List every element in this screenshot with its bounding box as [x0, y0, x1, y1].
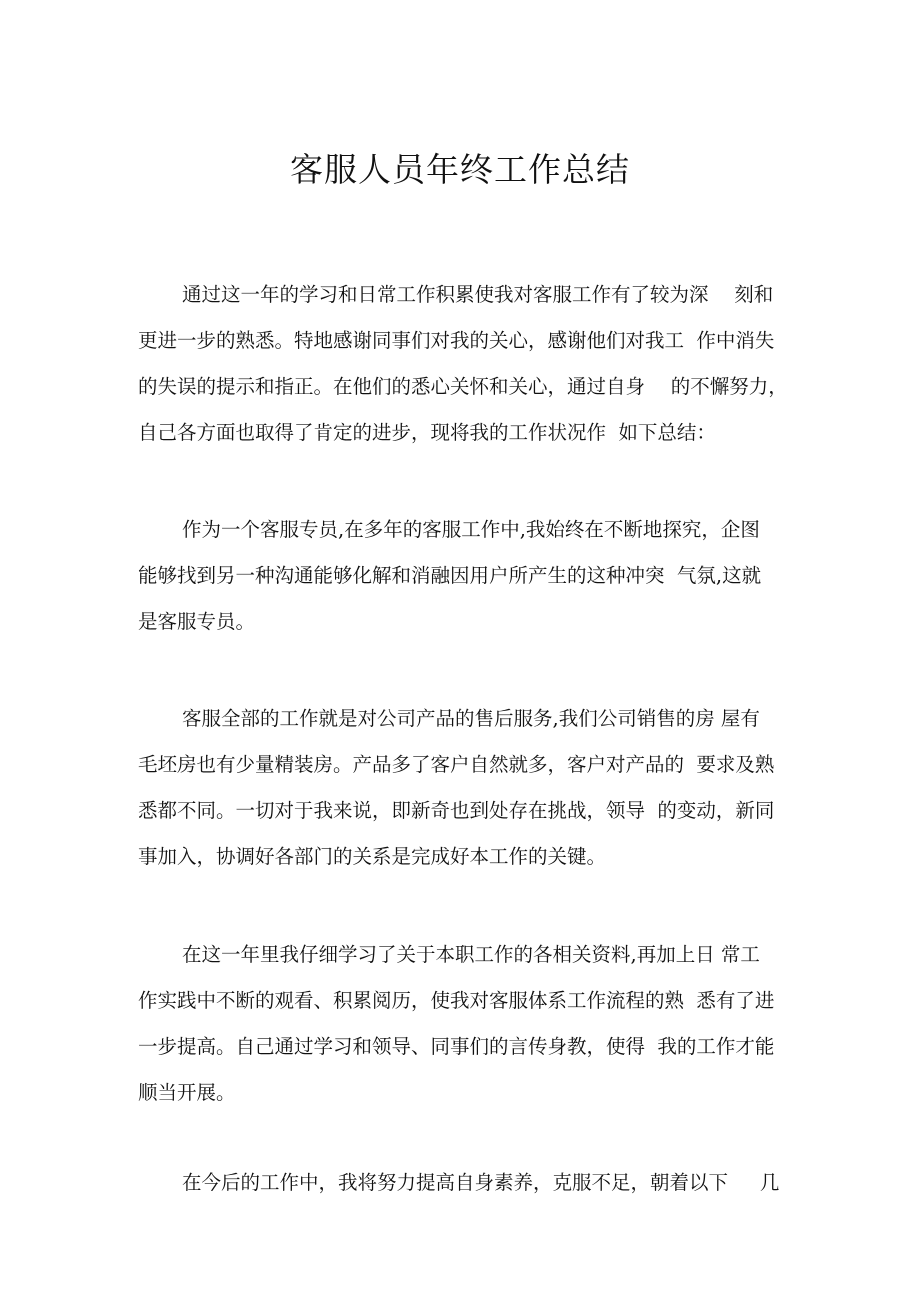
paragraph-3 [138, 696, 788, 880]
text-line: 在这一年里我仔细学习了关于本职工作的各相关资料,再加上日 常工 [182, 943, 760, 966]
text-line: 一步提高。自己通过学习和领导、同事们的言传身教，使得 我的工作才能 [138, 1035, 775, 1058]
text-line: 更进一步的熟悉。特地感谢同事们对我的关心，感谢他们对我工 作中消失 [138, 329, 775, 352]
paragraph-2 [138, 507, 788, 645]
document-title: 客服人员年终工作总结 [290, 150, 630, 189]
text-line: 的失误的提示和指正。在他们的悉心关怀和关心，通过自身 的不懈努力， [138, 375, 788, 398]
text-line: 悉都不同。一切对于我来说，即新奇也到处存在挑战，领导 的变动，新同 [138, 799, 775, 822]
text-line: 作为一个客服专员,在多年的客服工作中,我始终在不断地探究，企图 [182, 518, 760, 541]
paragraph-4 [138, 932, 788, 1116]
text-line: 是客服专员。 [138, 610, 256, 633]
text-line: 能够找到另一种沟通能够化解和消融因用户所产生的这种冲突 气氛,这就 [138, 564, 762, 587]
paragraph-1 [138, 272, 788, 456]
text-line: 毛坯房也有少量精装房。产品多了客户自然就多，客户对产品的 要求及熟 [138, 753, 775, 776]
paragraph-5 [138, 1160, 788, 1206]
text-line: 作实践中不断的观看、积累阅历，使我对客服体系工作流程的熟 悉有了进 [138, 989, 775, 1012]
text-line: 客服全部的工作就是对公司产品的售后服务,我们公司销售的房 屋有 [182, 707, 760, 730]
text-line: 顺当开展。 [138, 1081, 236, 1104]
text-line: 在今后的工作中，我将努力提高自身素养，克服不足，朝着以下 几 [182, 1171, 780, 1194]
text-line: 通过这一年的学习和日常工作积累使我对客服工作有了较为深 刻和 [182, 283, 774, 306]
text-line: 自己各方面也取得了肯定的进步，现将我的工作状况作 如下总结： [138, 421, 716, 444]
text-line: 事加入，协调好各部门的关系是完成好本工作的关键。 [138, 845, 607, 868]
